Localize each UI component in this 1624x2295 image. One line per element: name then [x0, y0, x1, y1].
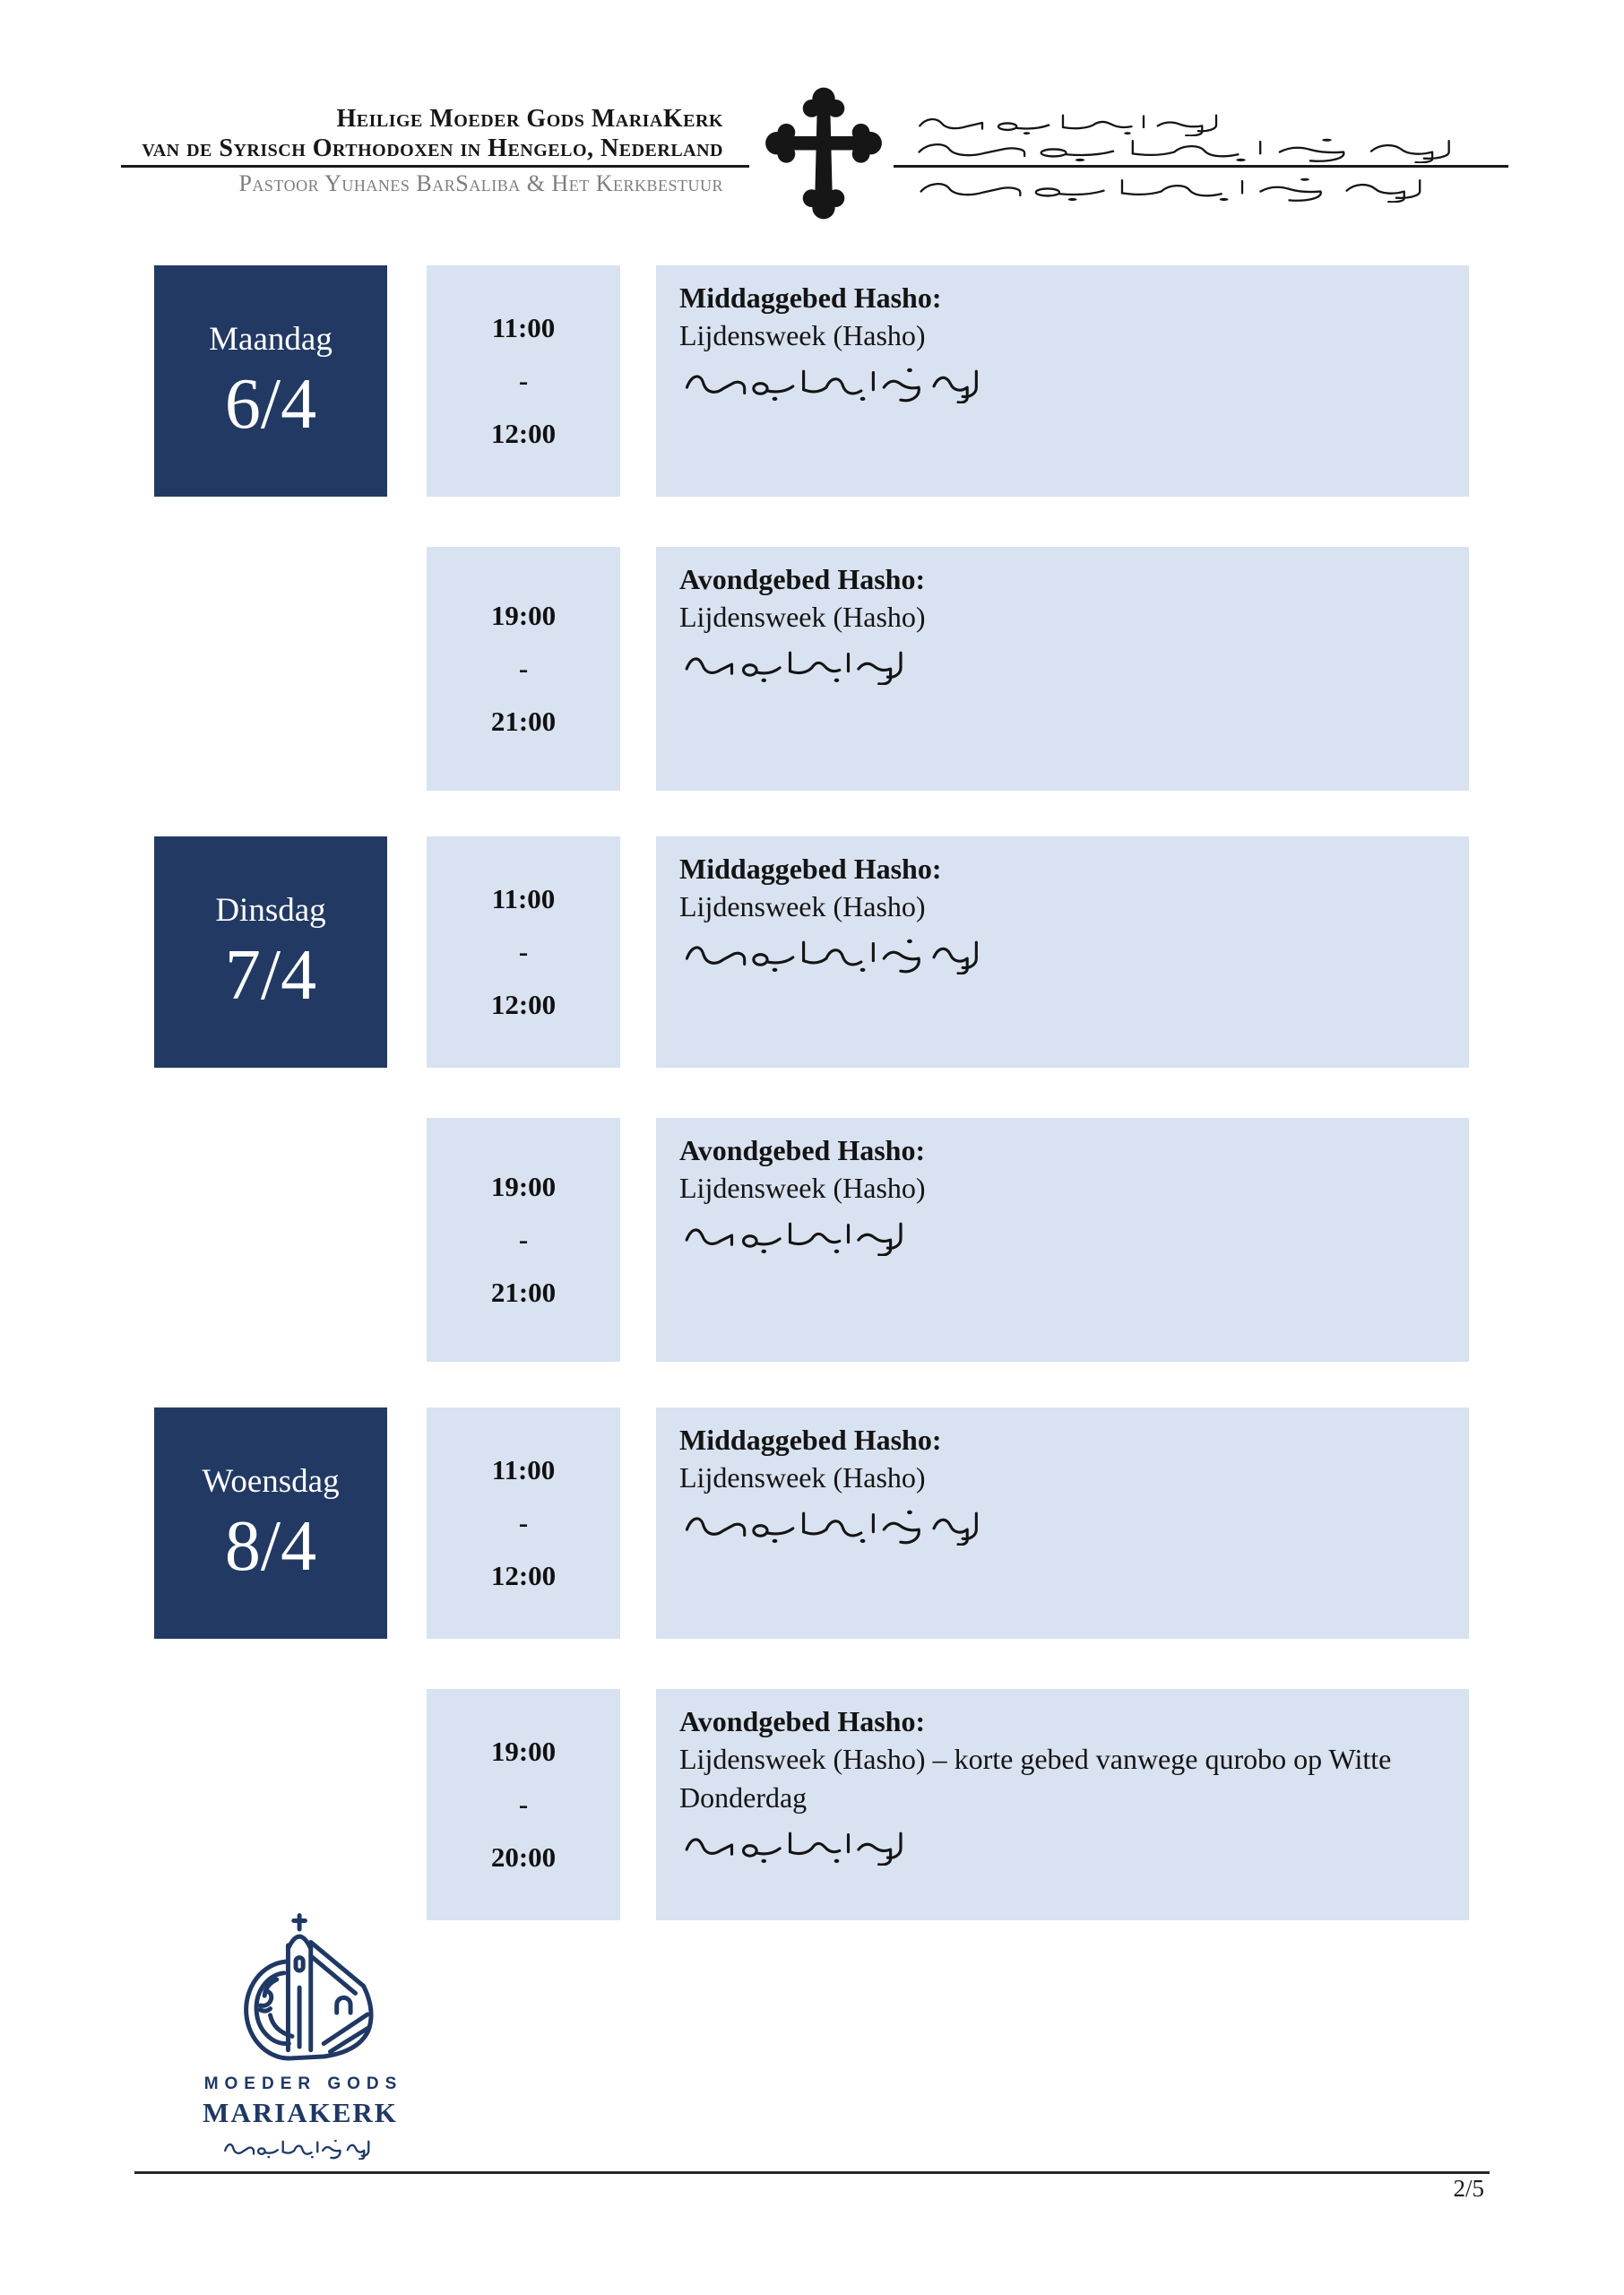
header-church-name: [121, 104, 723, 163]
event-title: Middaggebed Hasho:: [679, 1424, 942, 1456]
day-name: Woensdag: [202, 1462, 340, 1500]
logo-name-line-1: MOEDER GODS: [203, 2074, 403, 2093]
time-separator: -: [518, 1507, 529, 1538]
time-separator: -: [518, 365, 529, 396]
logo-syriac-text: [221, 2136, 379, 2160]
event-title: Middaggebed Hasho:: [679, 281, 942, 314]
time-separator: -: [518, 1224, 529, 1255]
event-syriac-text: [679, 362, 998, 403]
mary-church-logo-icon: [215, 1910, 385, 2067]
logo-name-line-2: MARIAKERK: [203, 2097, 398, 2128]
event-syriac-text: [679, 644, 912, 685]
event-subtitle: Lijdensweek (Hasho) – korte gebed vanwege qurobo op Witte Donderdag: [679, 1743, 1392, 1814]
event-subtitle: Lijdensweek (Hasho): [679, 1172, 926, 1204]
budded-cross-icon: [757, 82, 890, 224]
day-date: 6/4: [224, 365, 317, 445]
footer-rule: [134, 2171, 1490, 2174]
day-box-woensdag: [154, 1407, 387, 1639]
time-box: [427, 836, 620, 1068]
day-box-dinsdag: [154, 836, 387, 1068]
event-title: Avondgebed Hasho:: [679, 563, 926, 595]
time-start: 19:00: [490, 600, 557, 631]
event-box: [656, 547, 1469, 791]
day-name: Dinsdag: [215, 891, 326, 929]
event-box: [656, 1689, 1469, 1920]
footer-logo-text: [151, 2074, 450, 2160]
event-subtitle: Lijdensweek (Hasho): [679, 319, 926, 351]
time-start: 11:00: [491, 312, 556, 343]
time-separator: -: [518, 653, 529, 684]
event-title: Avondgebed Hasho:: [679, 1705, 926, 1737]
time-box: [427, 1118, 620, 1362]
event-box: [656, 1118, 1469, 1362]
day-date: 7/4: [224, 936, 317, 1016]
time-box: [427, 547, 620, 791]
event-subtitle: Lijdensweek (Hasho): [679, 601, 926, 633]
syriac-header-line-2: [905, 134, 1488, 163]
time-start: 19:00: [490, 1171, 557, 1202]
time-start: 19:00: [490, 1736, 557, 1767]
event-syriac-text: [679, 1504, 998, 1546]
event-box: [656, 265, 1469, 497]
time-start: 11:00: [491, 883, 556, 914]
day-date: 8/4: [224, 1507, 317, 1587]
time-box: [427, 1407, 620, 1639]
event-syriac-text: [679, 933, 998, 974]
event-subtitle: Lijdensweek (Hasho): [679, 890, 926, 922]
time-start: 11:00: [491, 1454, 556, 1485]
day-box-maandag: [154, 265, 387, 497]
event-subtitle: Lijdensweek (Hasho): [679, 1461, 926, 1494]
header-rule-right: [894, 165, 1508, 168]
time-end: 12:00: [490, 989, 557, 1020]
time-separator: -: [518, 936, 529, 967]
event-title: Middaggebed Hasho:: [679, 853, 942, 885]
syriac-header-line-3: [908, 174, 1456, 203]
time-end: 21:00: [490, 706, 557, 737]
time-end: 12:00: [490, 1560, 557, 1591]
day-name: Maandag: [209, 320, 333, 358]
church-name-line-1: Heilige Moeder Gods MariaKerk: [336, 105, 723, 133]
syriac-header-line-1: [910, 109, 1232, 136]
event-syriac-text: [679, 1215, 912, 1256]
header-rule-left: [121, 165, 749, 168]
church-name-line-2: van de Syrisch Orthodoxen in Hengelo, Nederland: [142, 134, 723, 162]
time-end: 12:00: [490, 418, 557, 449]
event-title: Avondgebed Hasho:: [679, 1134, 926, 1166]
event-box: [656, 836, 1469, 1068]
time-end: 20:00: [490, 1841, 557, 1873]
time-end: 21:00: [490, 1277, 557, 1308]
page-number: 2/5: [1453, 2175, 1484, 2202]
event-syriac-text: [679, 1824, 912, 1866]
pastor-line: Pastoor Yuhanes BarSaliba & Het Kerkbestuur: [238, 170, 723, 196]
event-box: [656, 1407, 1469, 1639]
time-box: [427, 265, 620, 497]
time-box: [427, 1689, 620, 1920]
time-separator: -: [518, 1788, 529, 1820]
